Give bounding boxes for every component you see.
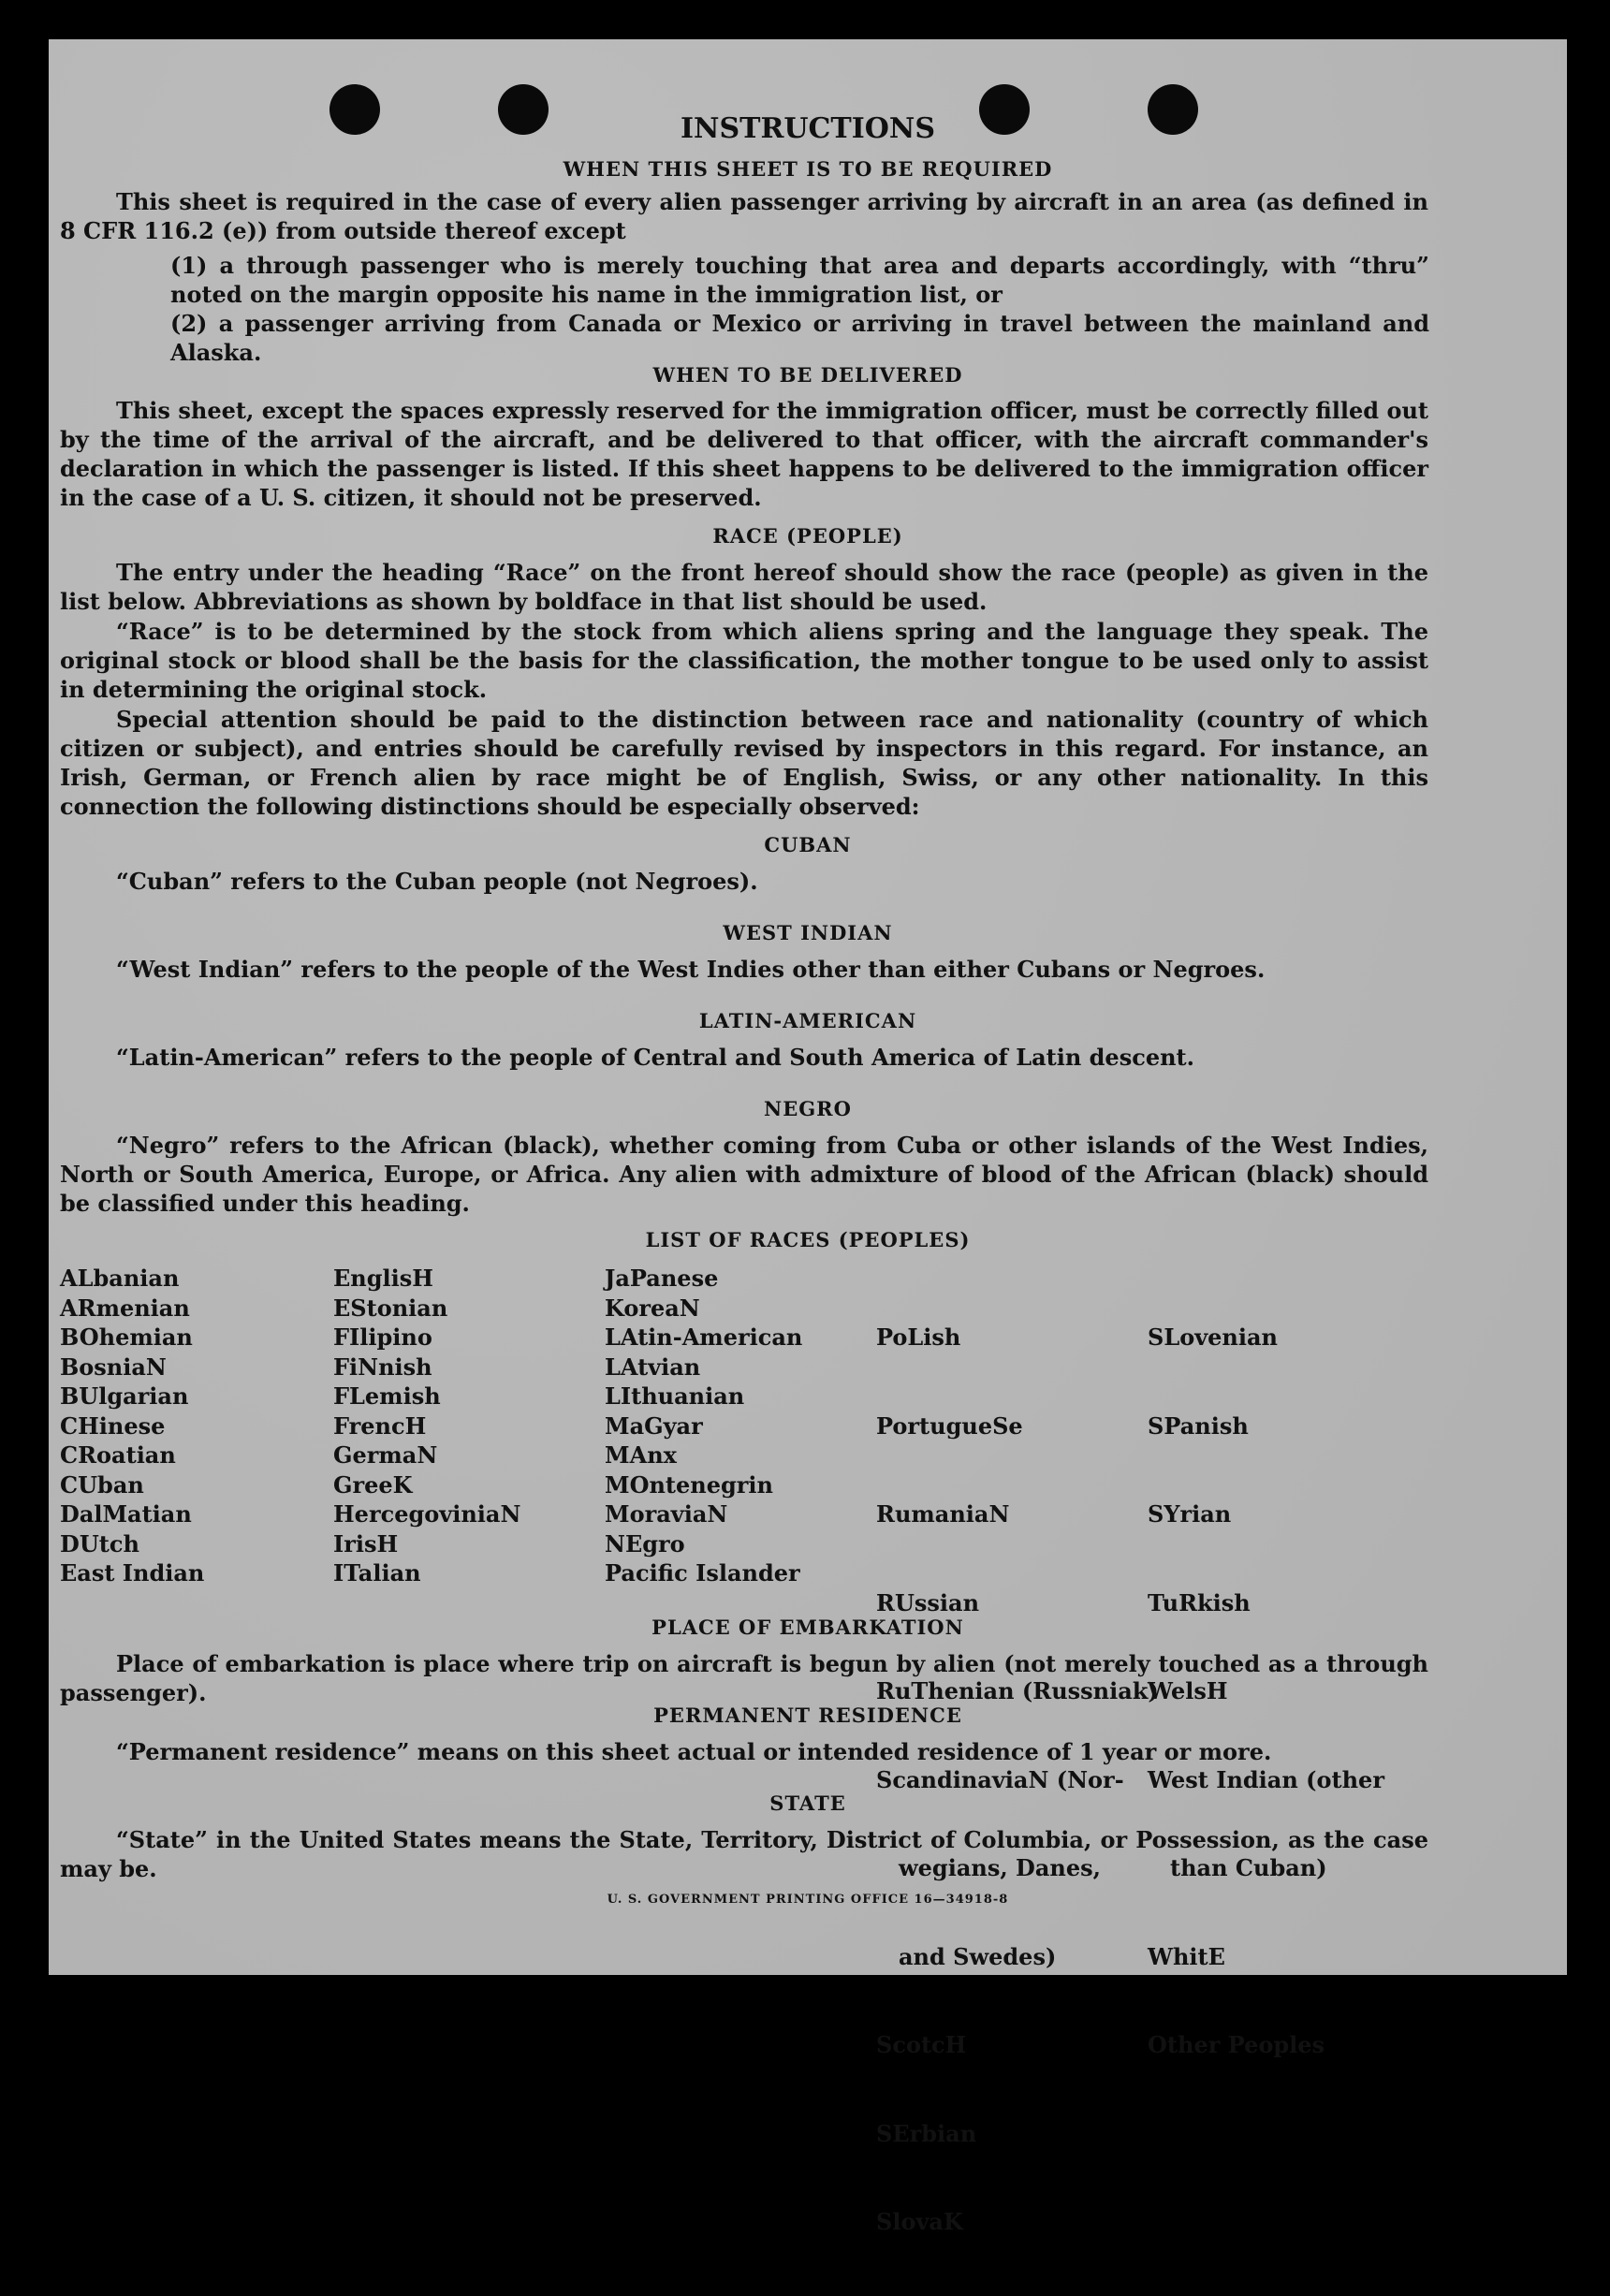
race-entry: RUssian — [876, 1588, 980, 1616]
race-paragraph-2: “Race” is to be determined by the stock from which aliens spring and the language they speak. The original stock or blood shall be the basis for the classification, the mother tongue to be used only to assist in determining the original stock. — [60, 618, 1428, 703]
race-paragraph-1: The entry under the heading “Race” on the front hereof should show the race (people) as given in the list below. Abbreviations as shown by boldface in that list should be used. — [60, 559, 1428, 615]
race-paragraph-3: Special attention should be paid to the distinction between race and nationality (country of which citizen or subject), and entries should be carefully revised by inspectors in this regard. For instance, an Irish, German, or French alien by race might be of English, Swiss, or any other nationality. In this connection the following distinctions should be especially observed: — [60, 706, 1428, 820]
race-entry: JaPanese — [605, 1265, 719, 1292]
west-indian-text: “West Indian” refers to the people of the West Indies other than either Cubans or Negroes. — [116, 956, 1266, 983]
race-column-3 — [605, 1264, 802, 1588]
when-required-intro: This sheet is required in the case of every alien passenger arriving by aircraft in an area (as defined in 8 CFR 116.2 (e)) from outside thereof except — [60, 188, 1428, 244]
race-column-2 — [333, 1264, 520, 1588]
race-entry: GermaN — [333, 1441, 438, 1469]
race-entry: DUtch — [60, 1529, 139, 1557]
race-entry: FrencH — [333, 1411, 427, 1440]
race-entry: DalMatian — [60, 1500, 192, 1528]
race-entry: WhitE — [1148, 1942, 1225, 1970]
race-entry: IrisH — [333, 1529, 399, 1557]
race-entry: SLovenian — [1148, 1323, 1278, 1351]
race-entry: BUlgarian — [60, 1382, 189, 1410]
page-title: INSTRUCTIONS — [681, 112, 935, 145]
race-entry: GreeK — [333, 1470, 413, 1499]
latin-american-heading: LATIN-AMERICAN — [698, 1009, 917, 1032]
race-entry: EStonian — [333, 1294, 448, 1322]
race-entry: Pacific Islander — [605, 1559, 800, 1587]
race-entry: CRoatian — [60, 1441, 176, 1469]
cuban-text: “Cuban” refers to the Cuban people (not Negroes). — [116, 868, 758, 895]
race-entry: PortugueSe — [876, 1411, 1023, 1440]
state-text: “State” in the United States means the State, Territory, District of Columbia, or Possession, as the case may be. — [60, 1826, 1428, 1882]
embarkation-heading: PLACE OF EMBARKATION — [651, 1616, 964, 1639]
race-entry: RuThenian (Russniak) — [876, 1677, 1159, 1704]
race-entry: CUban — [60, 1470, 144, 1499]
race-entry: RumaniaN — [876, 1500, 1010, 1528]
document-page — [49, 39, 1567, 2235]
race-entry: East Indian — [60, 1559, 205, 1587]
race-entry: FIlipino — [333, 1323, 432, 1351]
race-entry: WelsH — [1148, 1677, 1228, 1704]
when-required-heading: WHEN THIS SHEET IS TO BE REQUIRED — [563, 157, 1053, 181]
cuban-heading: CUBAN — [764, 833, 852, 856]
when-required-item-2: (2) a passenger arriving from Canada or Mexico or arriving in travel between the mainland and Alaska. — [170, 310, 1429, 366]
west-indian-heading: WEST INDIAN — [723, 921, 893, 944]
race-entry: TuRkish — [1148, 1588, 1251, 1616]
when-required-item-1: (1) a through passenger who is merely touching that area and departs accordingly, with “thru” noted on the margin opposite his name in the immigration list, or — [170, 252, 1429, 308]
state-heading: STATE — [769, 1791, 846, 1815]
race-entry: ScotcH — [876, 2031, 967, 2058]
race-entry: ALbanian — [60, 1265, 180, 1292]
when-delivered-heading: WHEN TO BE DELIVERED — [652, 363, 963, 387]
race-entry: NEgro — [605, 1529, 685, 1557]
race-entry: CHinese — [60, 1411, 166, 1440]
race-entry: PoLish — [876, 1323, 961, 1351]
race-entry: SPanish — [1148, 1411, 1249, 1440]
race-entry: KoreaN — [605, 1294, 700, 1322]
race-entry: MaGyar — [605, 1411, 703, 1440]
race-heading: RACE (PEOPLE) — [712, 524, 903, 548]
race-entry: FiNnish — [333, 1353, 432, 1381]
race-entry: FLemish — [333, 1382, 441, 1410]
race-entry: and Swedes) — [899, 1942, 1057, 1970]
race-entry: BOhemian — [60, 1323, 193, 1351]
race-entry: MAnx — [605, 1441, 677, 1469]
list-of-races-heading: LIST OF RACES (PEOPLES) — [645, 1228, 971, 1251]
when-delivered-text: This sheet, except the spaces expressly reserved for the immigration officer, must be correctly filled out by the time of the arrival of the aircraft, and be delivered to that officer, with the aircraft commander's declaration in which the passenger is listed. If this sheet happens to be delivered to the immigration officer in the case of a U. S. citizen, it should not be preserved. — [60, 397, 1428, 511]
printing-office-footer: U. S. GOVERNMENT PRINTING OFFICE 16—34918-8 — [607, 1893, 1009, 1907]
race-entry: SlovaK — [876, 2208, 963, 2235]
race-entry: EnglisH — [333, 1265, 433, 1292]
race-entry: West Indian (other — [1148, 1765, 1384, 1793]
permanent-residence-text: “Permanent residence” means on this sheet actual or intended residence of 1 year or more. — [116, 1738, 1272, 1765]
race-entry: MoraviaN — [605, 1500, 728, 1528]
race-column-4 — [876, 1264, 1159, 2296]
race-entry: SYrian — [1148, 1500, 1232, 1528]
race-entry: wegians, Danes, — [899, 1854, 1101, 1881]
negro-text: “Negro” refers to the African (black), whether coming from Cuba or other islands of the West Indies, North or South America, Europe, or Africa. Any alien with admixture of blood of the African (black) should be classified under this heading. — [60, 1132, 1428, 1217]
race-column-1 — [60, 1264, 204, 1588]
race-entry: ScandinaviaN (Nor- — [876, 1765, 1124, 1793]
negro-heading: NEGRO — [764, 1097, 852, 1120]
race-entry: SErbian — [876, 2119, 977, 2147]
race-entry: ARmenian — [60, 1294, 190, 1322]
race-entry: ITalian — [333, 1559, 421, 1587]
race-entry: Other Peoples — [1148, 2031, 1325, 2058]
race-entry: LAtvian — [605, 1353, 701, 1381]
race-entry: HercegoviniaN — [333, 1500, 521, 1528]
latin-american-text: “Latin-American” refers to the people of Central and South America of Latin descent. — [116, 1044, 1194, 1071]
race-entry: MOntenegrin — [605, 1470, 773, 1499]
race-entry: LAtin-American — [605, 1323, 803, 1351]
permanent-residence-heading: PERMANENT RESIDENCE — [653, 1704, 962, 1727]
embarkation-text: Place of embarkation is place where trip on aircraft is begun by alien (not merely touched as a through passenger). — [60, 1650, 1428, 1706]
race-entry: BosniaN — [60, 1353, 167, 1381]
race-entry: than Cuban) — [1170, 1854, 1327, 1881]
race-entry: LIthuanian — [605, 1382, 745, 1410]
